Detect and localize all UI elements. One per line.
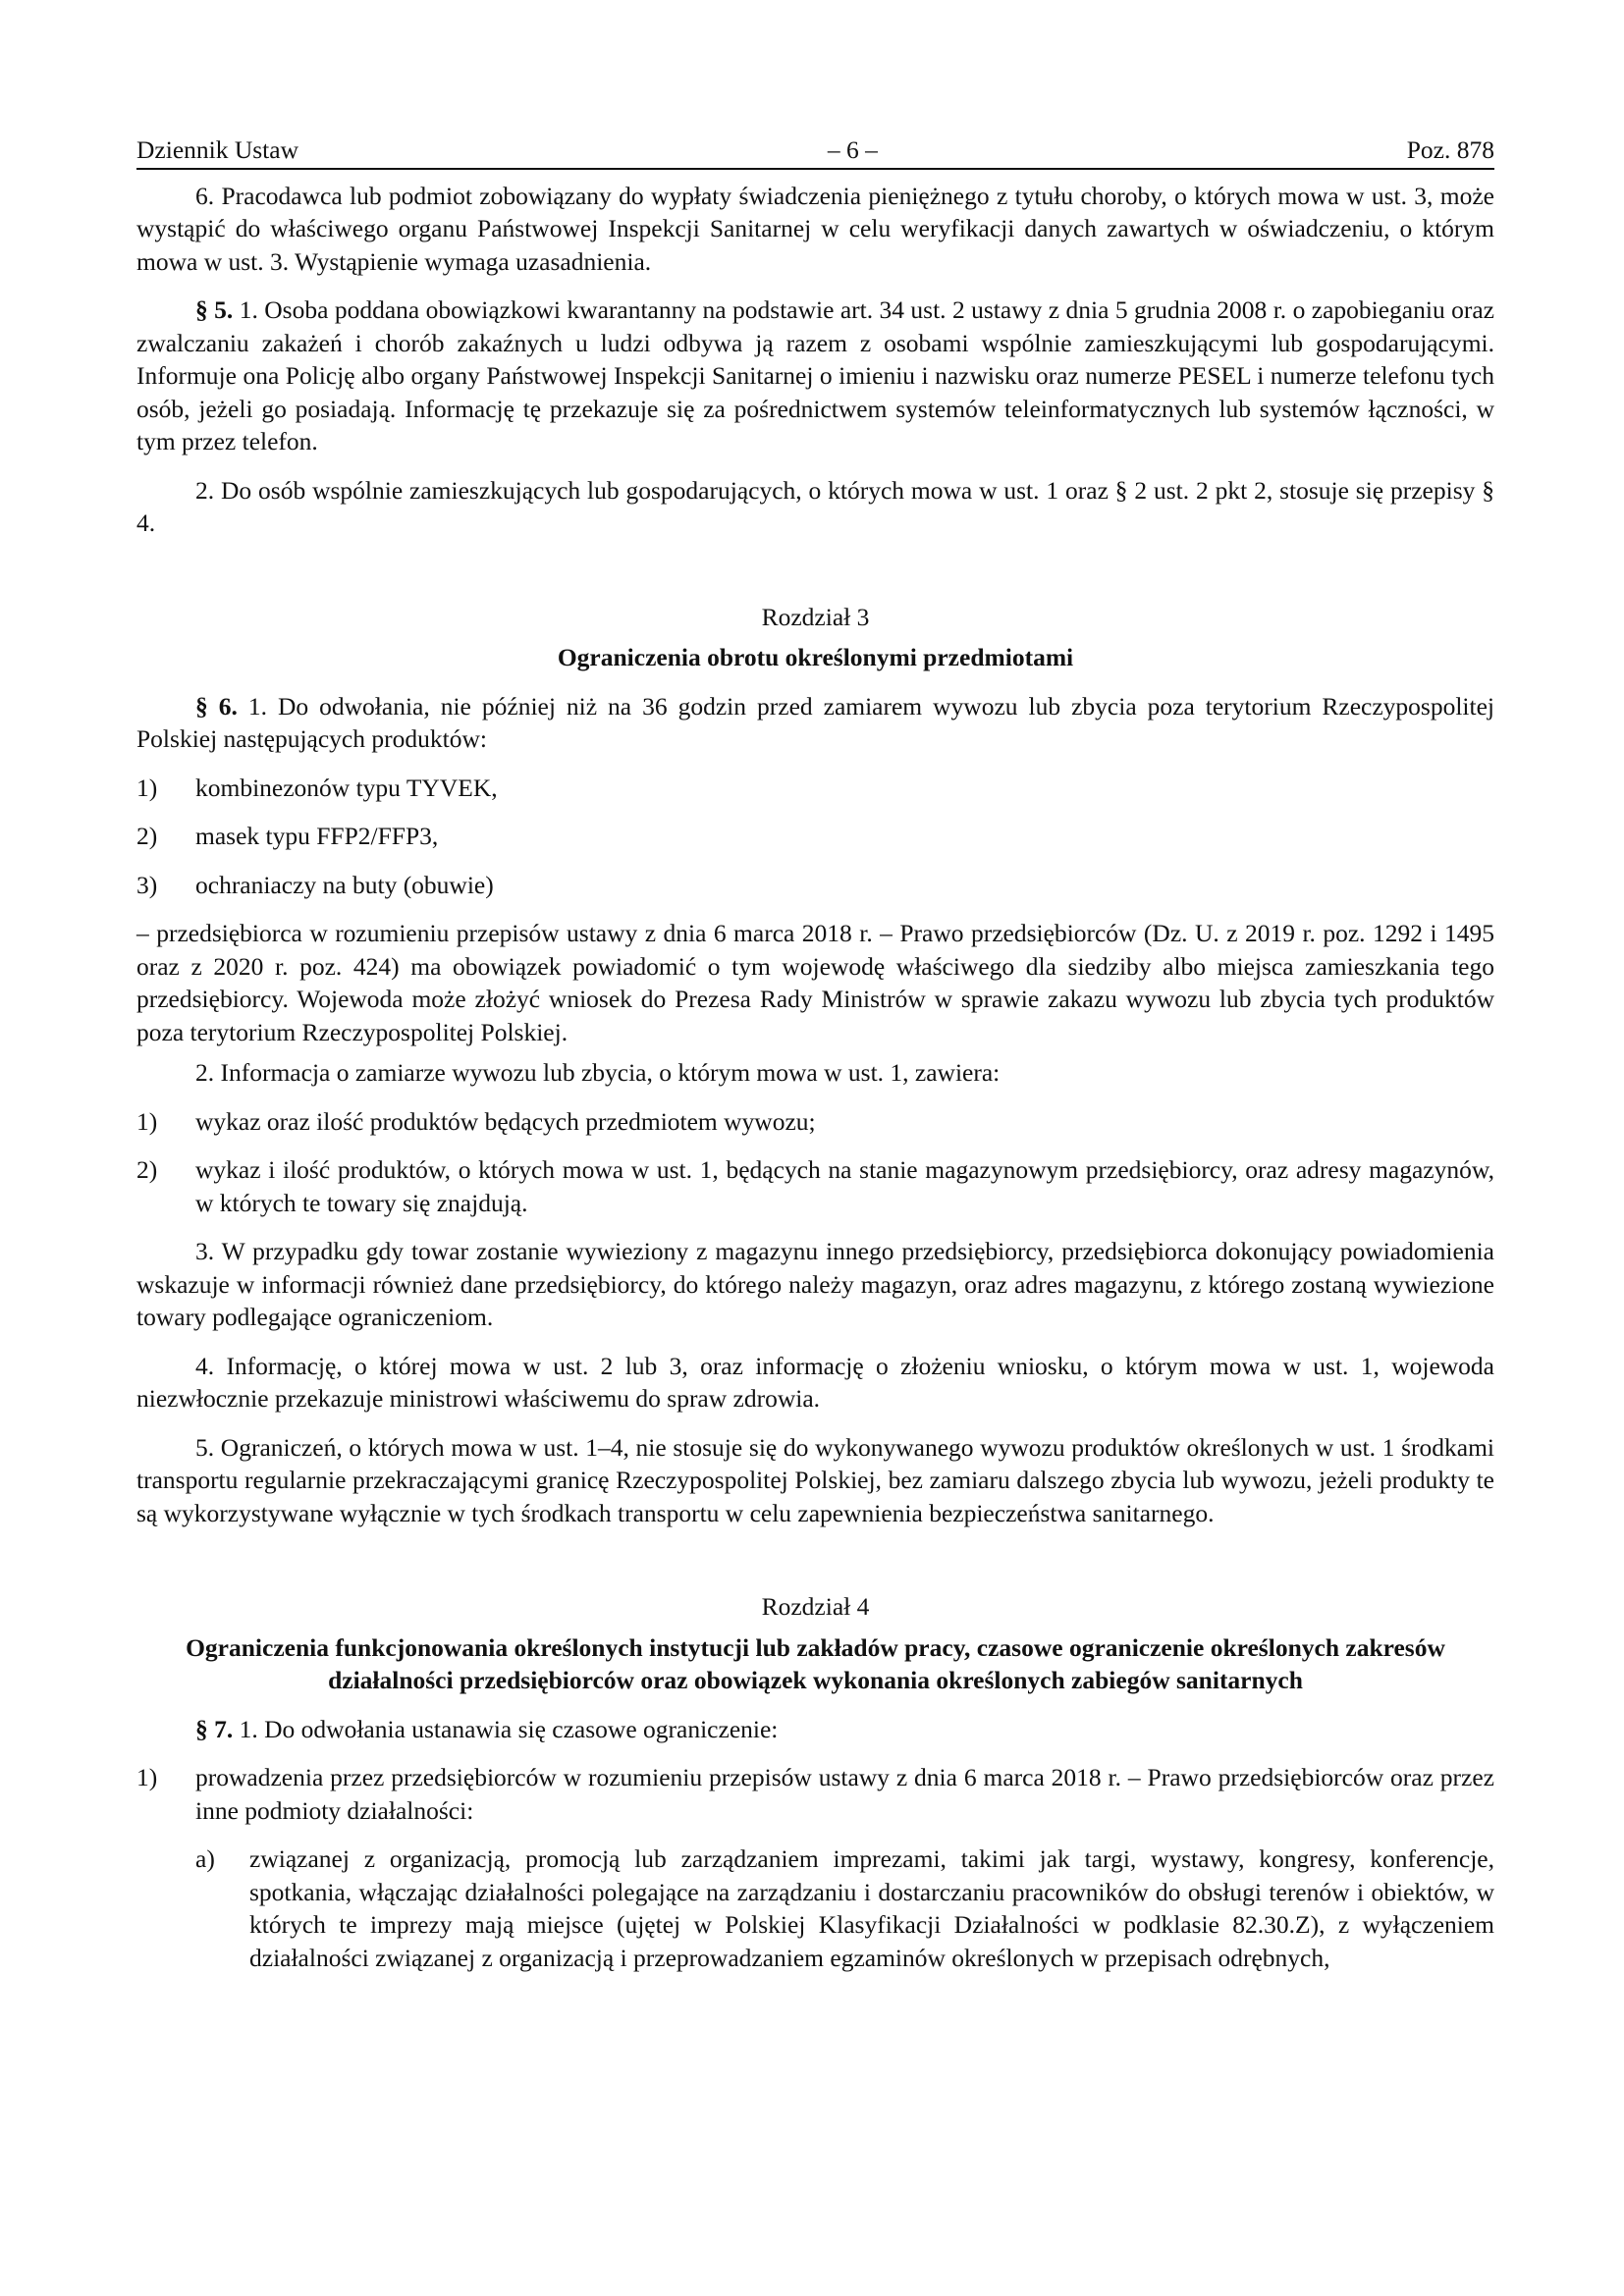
list-text: kombinezonów typu TYVEK, (195, 773, 498, 802)
section-6-3: 3. W przypadku gdy towar zostanie wywieziony z magazynu innego przedsiębiorcy, przedsiębiorca dokonujący powiadomienia wskazuje w informacji również dane przedsiębiorcy, do którego należy magazyn, oraz adres magazynu, z którego zostaną wywiezione towary podlegające ograniczeniom. (136, 1237, 1494, 1331)
list-number: 1) (136, 1763, 158, 1791)
position-number: Poz. 878 (1406, 135, 1494, 164)
section-6-label: § 6. (195, 691, 238, 721)
section-6-1-text: 1. Do odwołania, nie później niż na 36 godzin przed zamiarem wywozu lub zbycia poza terytorium Rzeczypospolitej Polskiej następujących produktów: (136, 691, 1495, 753)
section-6-1 (136, 690, 1494, 756)
section-5-1-text: 1. Osoba poddana obowiązkowi kwarantanny na podstawie art. 34 ust. 2 ustawy z dnia 5 grudnia 2008 r. o zapobieganiu oraz zwalczaniu zakażeń i chorób zakaźnych u ludzi odbywa ją razem z osobami wspólnie zamieszkującymi lub gospodarującymi. Informuje ona Policję albo organy Państwowej Inspekcji Sanitarnej o imieniu i nazwisku oraz numerze PESEL i numerze telefonu tych osób, jeżeli go posiadają. Informację tę przekazuje się za pośrednictwem systemów teleinformatycznych lub systemów łączności, w tym przez telefon. (136, 295, 1494, 455)
section-7-1 (136, 1713, 1494, 1746)
section-5-label: § 5. (195, 295, 234, 324)
section-6-2: 2. Informacja o zamiarze wywozu lub zbycia, o którym mowa w ust. 1, zawiera: (195, 1058, 1001, 1087)
list-item (136, 820, 1494, 853)
section-5-1 (136, 294, 1494, 458)
list-number: 2) (136, 1155, 158, 1184)
sub-list-letter: a) (195, 1844, 215, 1873)
chapter-4-label: Rozdział 4 (761, 1592, 870, 1621)
list-text: masek typu FFP2/FFP3, (195, 822, 439, 850)
list-number: 1) (136, 1106, 158, 1136)
paragraph-4-6: 6. Pracodawca lub podmiot zobowiązany do wypłaty świadczenia pieniężnego z tytułu choroby, o których mowa w ust. 3, może wystąpić do właściwego organu Państwowej Inspekcji Sanitarnej w celu weryfikacji danych zawartych w oświadczeniu, o którym mowa w ust. 3. Wystąpienie wymaga uzasadnienia. (136, 181, 1494, 276)
list-number: 3) (136, 870, 158, 899)
list-text: prowadzenia przez przedsiębiorców w rozumieniu przepisów ustawy z dnia 6 marca 2018 r. – Prawo przedsiębiorców oraz przez inne podmioty działalności: (195, 1763, 1494, 1825)
page-number: – 6 – (827, 135, 878, 164)
list-item (136, 772, 1494, 805)
section-6-5: 5. Ograniczeń, o których mowa w ust. 1–4, nie stosuje się do wykonywanego wywozu produktów określonych w ust. 1 środkami transportu regularnie przekraczającymi granicę Rzeczypospolitej Polskiej, bez zamiaru dalszego zbycia lub wywozu, jeżeli produkty te są wykorzystywane wyłącznie w tych środkach transportu w celu zapewnienia bezpieczeństwa sanitarnego. (136, 1432, 1494, 1527)
list-number: 1) (136, 773, 158, 802)
document-page (136, 133, 1494, 1974)
chapter-3-label: Rozdział 3 (761, 602, 870, 631)
journal-title: Dziennik Ustaw (136, 135, 299, 164)
section-7-label: § 7. (195, 1714, 234, 1743)
section-6-4: 4. Informację, o której mowa w ust. 2 lub 3, oraz informację o złożeniu wniosku, o którym mowa w ust. 1, wojewoda niezwłocznie przekazuje ministrowi właściwemu do spraw zdrowia. (136, 1351, 1494, 1413)
list-text: wykaz oraz ilość produktów będących przedmiotem wywozu; (195, 1106, 816, 1136)
list-item (136, 1761, 1494, 1827)
chapter-3-title: Ograniczenia obrotu określonymi przedmiotami (557, 643, 1074, 671)
page-header (136, 133, 1494, 170)
chapter-4-title: Ograniczenia funkcjonowania określonych instytucji lub zakładów pracy, czasowe ograniczenie określonych zakresów działalności przedsiębiorców oraz obowiązek wykonania określonych zabiegów sanitarnych (186, 1632, 1445, 1694)
list-item (136, 1153, 1494, 1219)
list-item (136, 869, 1494, 902)
list-number: 2) (136, 822, 158, 850)
list-item (136, 1105, 1494, 1139)
section-5-2: 2. Do osób wspólnie zamieszkujących lub gospodarujących, o których mowa w ust. 1 oraz § 2 ust. 2 pkt 2, stosuje się przepisy § 4. (136, 475, 1494, 537)
section-7-1-text: 1. Do odwołania ustanawia się czasowe ograniczenie: (233, 1714, 779, 1743)
section-6-1-tail: – przedsiębiorca w rozumieniu przepisów ustawy z dnia 6 marca 2018 r. – Prawo przedsiębiorców (Dz. U. z 2019 r. poz. 1292 i 1495 oraz z 2020 r. poz. 424) ma obowiązek powiadomić o tym wojewodę właściwego dla siedziby albo miejsca zamieszkania tego przedsiębiorcy. Wojewoda może złożyć wniosek do Prezesa Rady Ministrów w sprawie zakazu wywozu lub zbycia tych produktów poza terytorium Rzeczypospolitej Polskiej. (136, 919, 1494, 1046)
list-text: wykaz i ilość produktów, o których mowa w ust. 1, będących na stanie magazynowym przedsiębiorcy, oraz adresy magazynów, w których te towary się znajdują. (195, 1155, 1494, 1217)
list-text: ochraniaczy na buty (obuwie) (195, 870, 494, 899)
sub-list-item (136, 1842, 1494, 1974)
sub-list-text: związanej z organizacją, promocją lub zarządzaniem imprezami, takimi jak targi, wystawy, kongresy, konferencje, spotkania, włączając działalności polegające na zarządzaniu i dostarczaniu pracowników do obsługi terenów i obiektów, w których te imprezy mają miejsce (ujętej w Polskiej Klasyfikacji Działalności w podklasie 82.30.Z), z wyłączeniem działalności związanej z organizacją i przeprowadzaniem egzaminów określonych w przepisach odrębnych, (249, 1844, 1494, 1972)
